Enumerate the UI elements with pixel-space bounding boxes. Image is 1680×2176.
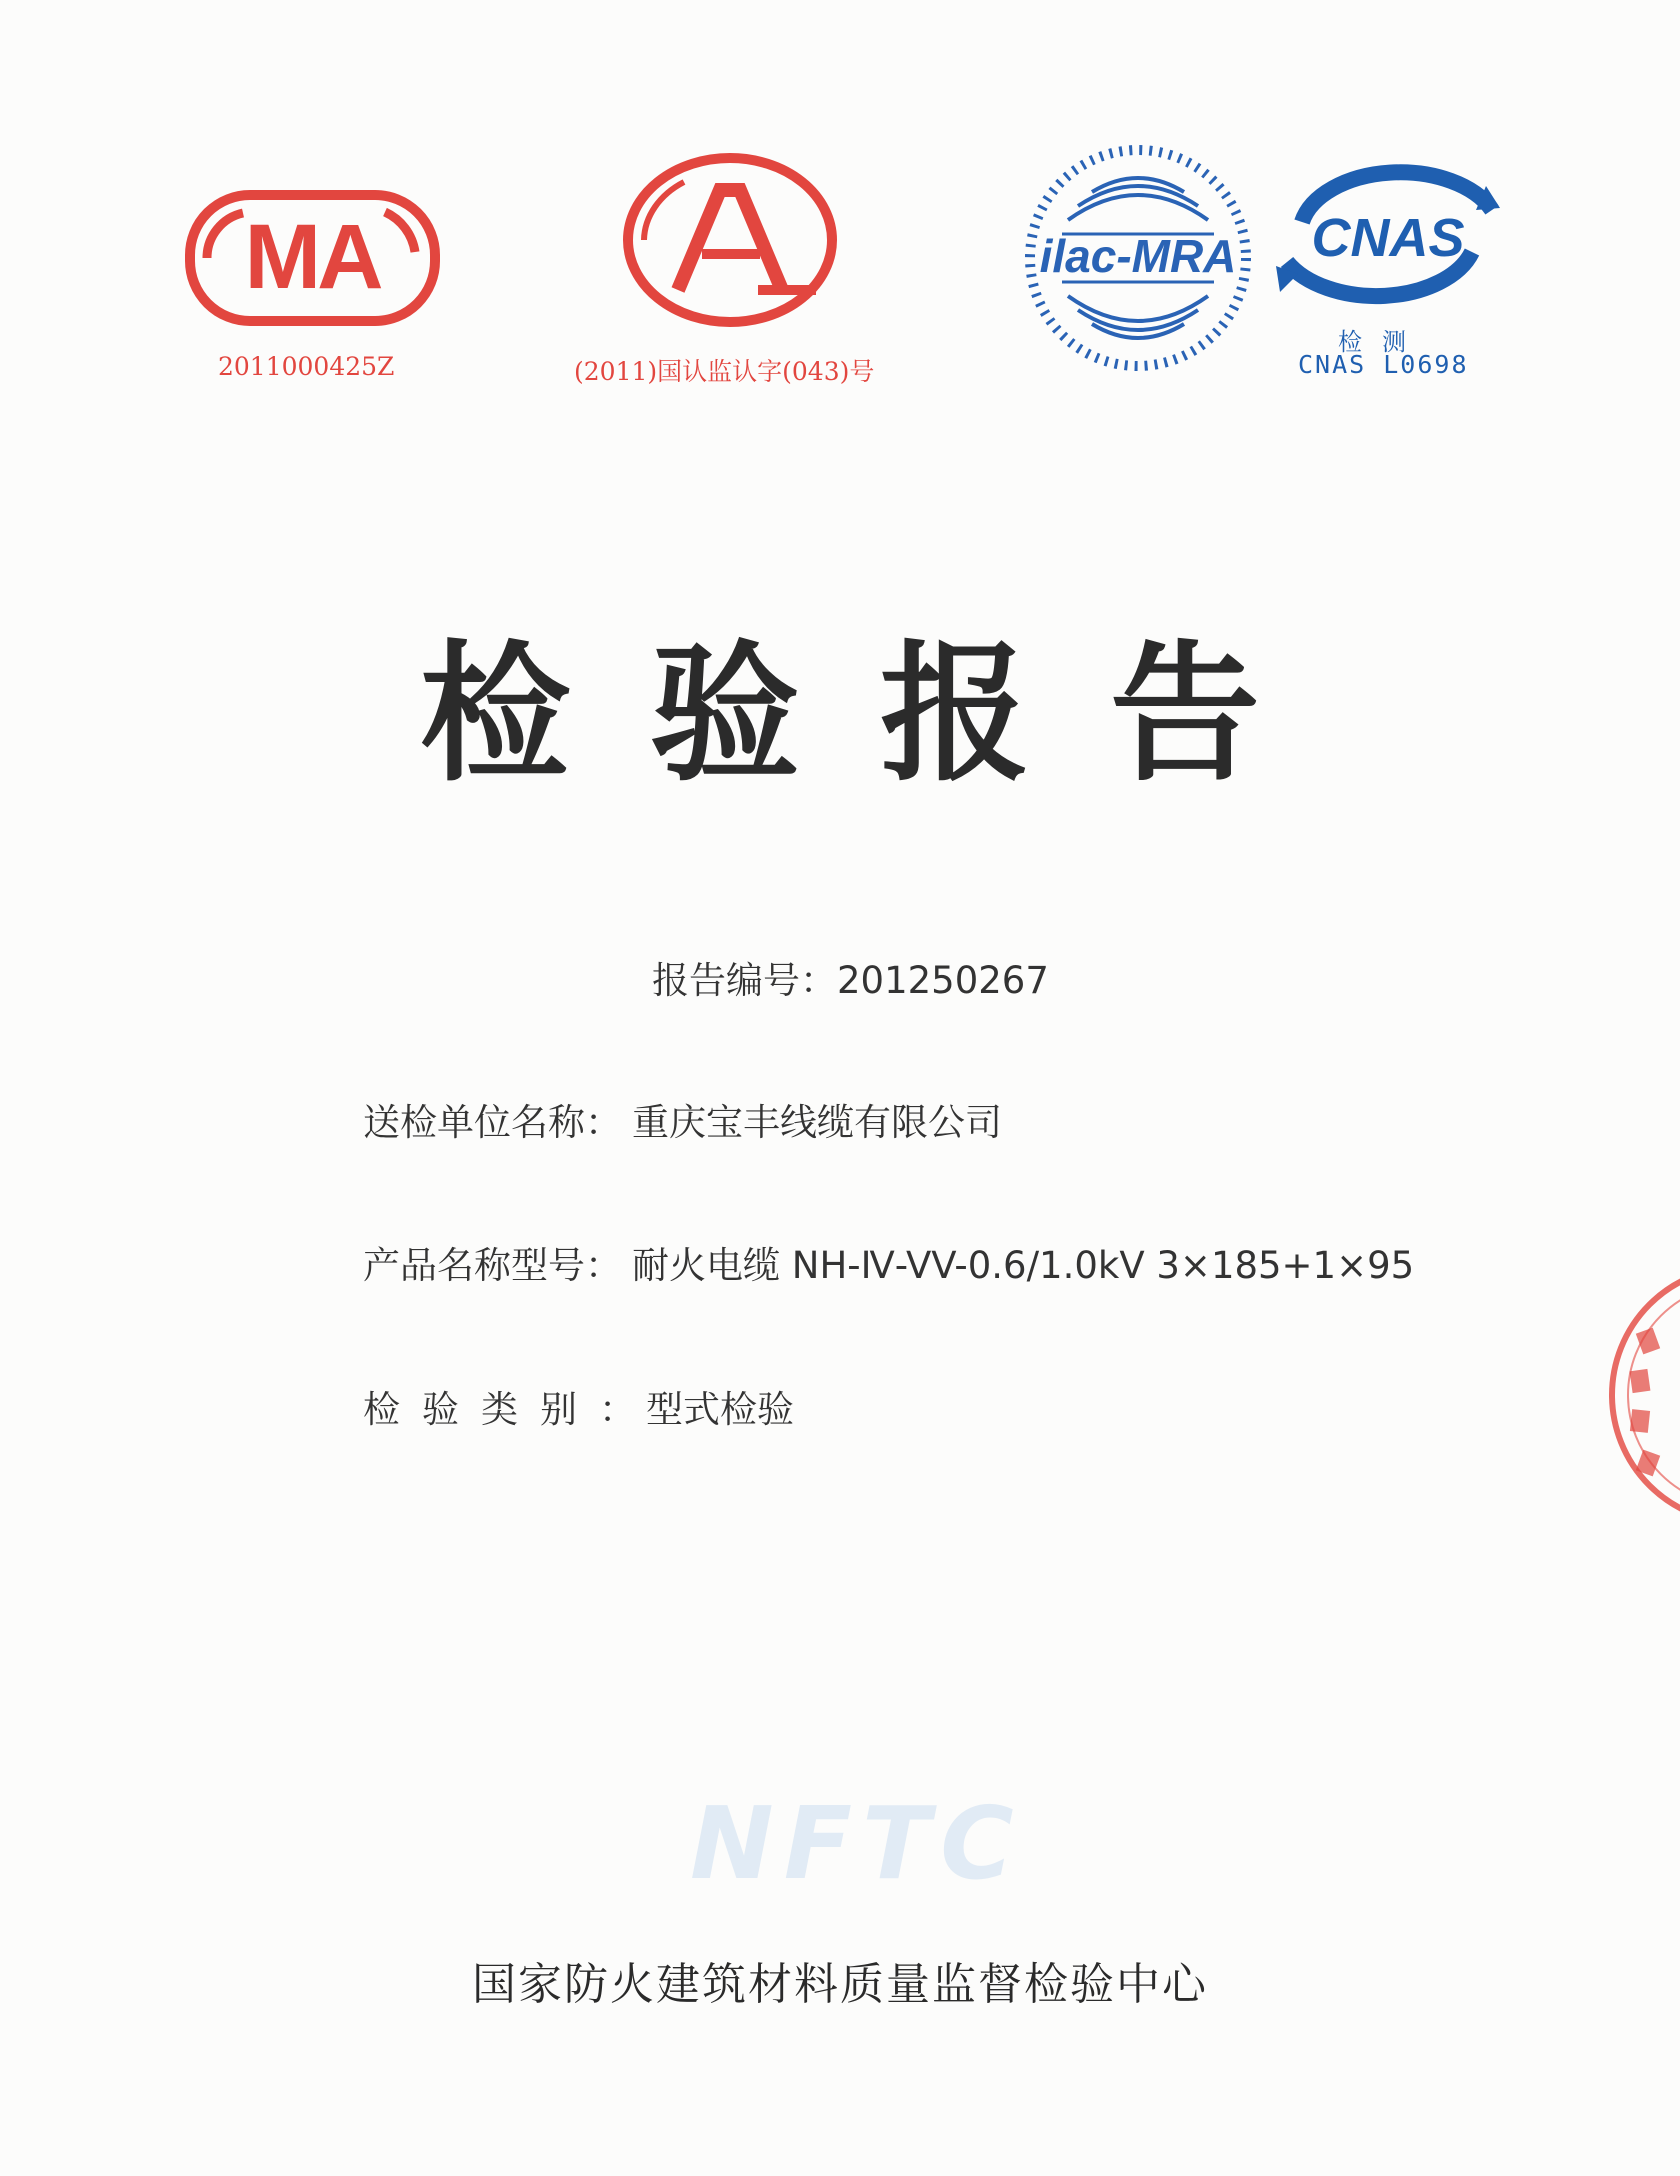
client-label: 送检单位名称：: [363, 1101, 622, 1144]
client-row: [363, 1101, 1002, 1144]
product-value: 耐火电缆 NH-Ⅳ-VV-0.6/1.0kV 3×185+1×95: [632, 1244, 1415, 1287]
page-title: 检验报告: [419, 628, 1340, 802]
nftc-watermark: NFTC: [690, 1785, 1024, 1902]
category-label: 检验类别：: [363, 1388, 658, 1431]
cal-logo: [620, 150, 840, 330]
cal-number: (2011)国认监认字(043)号: [574, 357, 875, 386]
official-seal: [1605, 1260, 1680, 1534]
category-row: [363, 1388, 794, 1431]
category-value: 型式检验: [646, 1388, 794, 1431]
report-number-value: 201250267: [837, 959, 1049, 1002]
cma-logo: [185, 190, 440, 330]
cnas-logo: [1272, 152, 1504, 327]
svg-text:ilac-MRA: ilac-MRA: [1039, 230, 1237, 282]
product-label: 产品名称型号：: [363, 1244, 622, 1287]
issuing-organization: 国家防火建筑材料质量监督检验中心: [472, 1959, 1208, 2010]
product-row: [363, 1244, 1415, 1287]
client-value: 重庆宝丰线缆有限公司: [632, 1101, 1002, 1144]
svg-text:CNAS: CNAS: [1311, 208, 1465, 268]
cnas-number: CNAS L0698: [1298, 350, 1469, 379]
cnas-testing-label: 检测: [1338, 328, 1426, 356]
svg-text:MA: MA: [244, 206, 380, 308]
ilac-mra-logo: [1022, 142, 1254, 374]
cma-number: 2011000425Z: [218, 352, 395, 381]
report-number-row: [652, 959, 1049, 1002]
report-number-label: 报告编号：: [652, 959, 837, 1002]
